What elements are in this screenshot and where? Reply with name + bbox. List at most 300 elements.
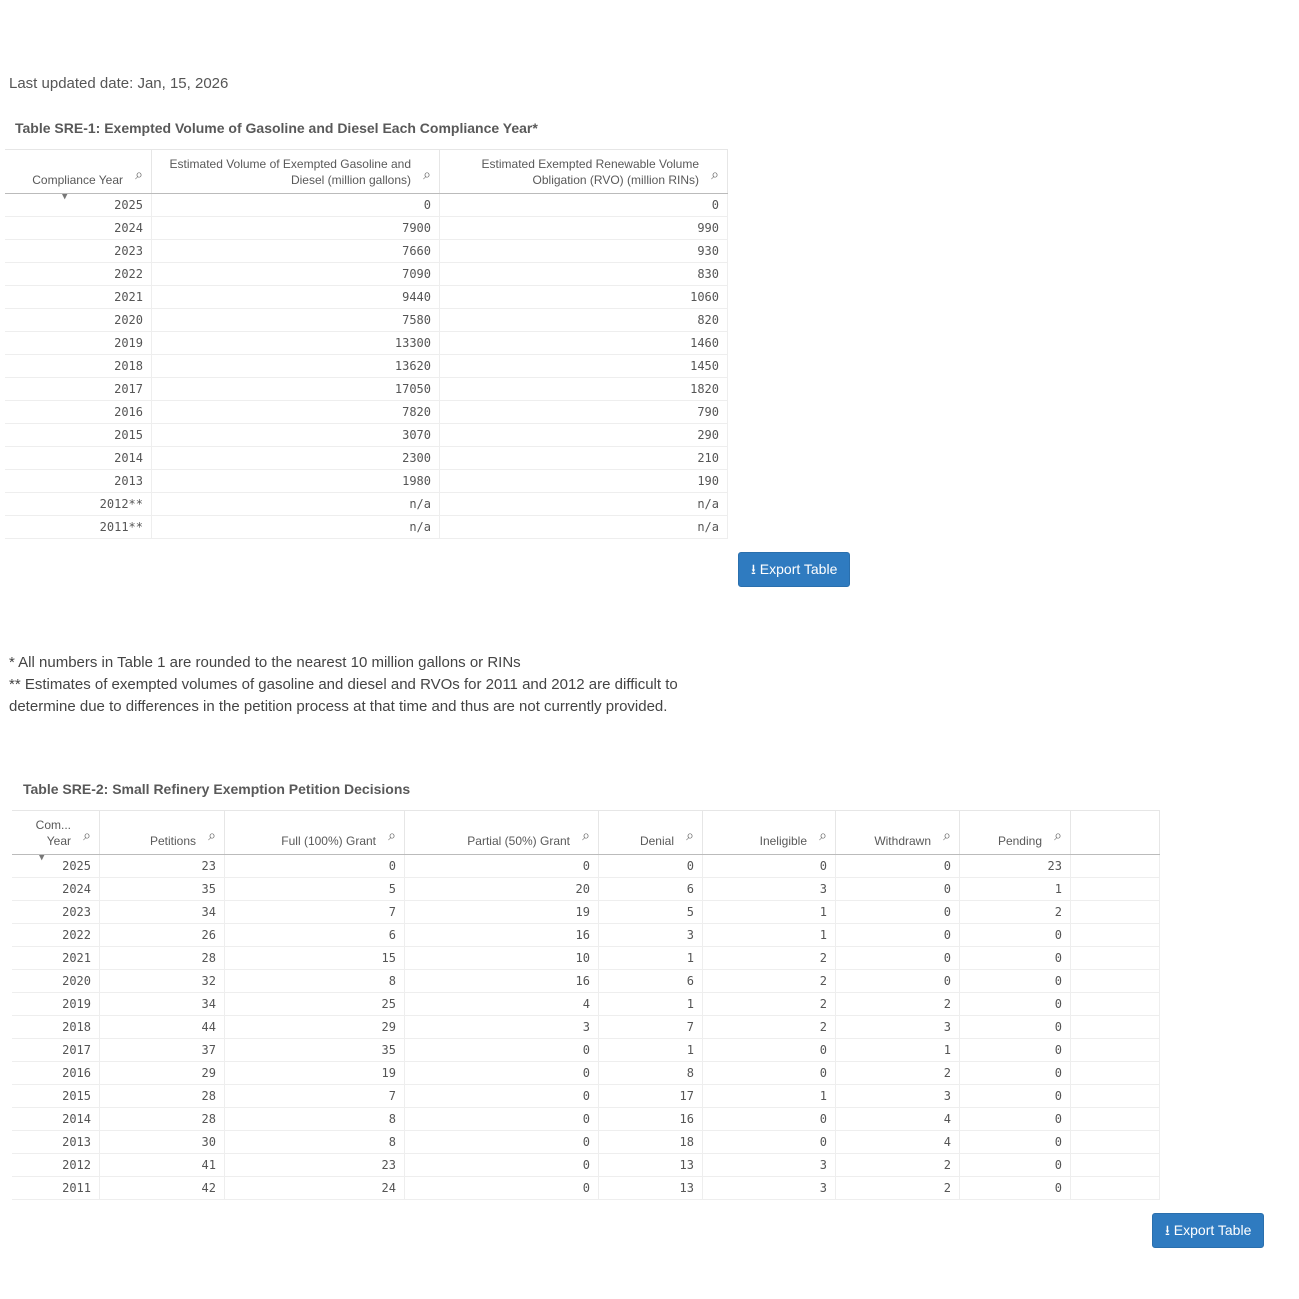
table-cell [152,240,440,263]
table1-title: Table SRE-1: Exempted Volume of Gasoline and Diesel Each Compliance Year* [15,120,538,136]
column-header[interactable] [703,811,836,855]
table-cell [440,355,728,378]
table-cell [100,970,225,993]
cell-value: 0 [582,1089,590,1103]
table-cell [405,1108,599,1131]
cell-value: 7 [388,905,396,919]
table-cell [960,1108,1071,1131]
table-cell [836,878,960,901]
cell-value: 13 [679,1181,694,1195]
cell-value: 2021 [114,290,143,304]
table-row [5,493,728,516]
cell-value: 990 [697,221,719,235]
table-cell [405,924,599,947]
cell-value: 2023 [62,905,91,919]
last-updated-date: Last updated date: Jan, 15, 2026 [9,75,229,92]
table-sre-1 [5,149,728,539]
table-cell [599,1016,703,1039]
table-cell [225,1154,405,1177]
table-row [12,1108,1160,1131]
column-header[interactable] [836,811,960,855]
cell-value: 16 [679,1112,694,1126]
cell-value: 2018 [114,359,143,373]
table-cell [703,1062,836,1085]
column-header[interactable] [440,150,728,194]
cell-value: 2015 [114,428,143,442]
table-cell [599,993,703,1016]
table-row [12,1062,1160,1085]
column-header-label: Compliance Year [32,173,123,187]
table-cell [225,1131,405,1154]
cell-value: 10 [575,951,590,965]
cell-value: 7820 [402,405,431,419]
cell-value: 0 [1054,1043,1062,1057]
cell-value: 0 [582,1112,590,1126]
table-row [12,901,1160,924]
table-row [5,194,728,217]
table-cell [836,947,960,970]
search-icon[interactable]: ⌕ [819,827,827,843]
table-cell [960,1177,1071,1200]
column-header[interactable] [12,811,100,855]
table-cell [440,217,728,240]
table-cell [12,924,100,947]
table-cell [703,924,836,947]
table-cell [599,970,703,993]
table-cell [405,993,599,1016]
search-icon[interactable]: ⌕ [423,166,431,182]
empty-cell [1071,1016,1160,1039]
cell-value: 8 [388,1135,396,1149]
cell-value: 0 [1054,1135,1062,1149]
cell-value: 20 [575,882,590,896]
empty-cell [1071,878,1160,901]
cell-value: 3 [943,1089,951,1103]
table-cell [703,1131,836,1154]
table-cell [12,1016,100,1039]
cell-value: 3 [943,1020,951,1034]
table-cell [836,1085,960,1108]
cell-value: 28 [201,1089,216,1103]
cell-value: 1 [1054,882,1062,896]
table-cell [225,1108,405,1131]
table-cell [599,855,703,878]
cell-value: 0 [423,198,431,212]
cell-value: 0 [582,1043,590,1057]
table-cell [100,1039,225,1062]
cell-value: 2 [819,974,827,988]
cell-value: 0 [582,1158,590,1172]
table-cell [405,1131,599,1154]
table-cell [100,924,225,947]
column-header[interactable] [5,150,152,194]
cell-value: 2 [943,1066,951,1080]
cell-value: 1 [943,1043,951,1057]
table-cell [152,447,440,470]
cell-value: 190 [697,474,719,488]
cell-value: 41 [201,1158,216,1172]
table-cell [152,194,440,217]
cell-value: 16 [575,974,590,988]
empty-cell [1071,1062,1160,1085]
cell-value: 0 [1054,1066,1062,1080]
table-cell [836,993,960,1016]
cell-value: 5 [686,905,694,919]
table-cell [836,1062,960,1085]
search-icon[interactable]: ⌕ [711,166,719,182]
table-cell [5,470,152,493]
cell-value: 2012 [62,1158,91,1172]
cell-value: 2020 [114,313,143,327]
footnote-2: ** Estimates of exempted volumes of gasoline and diesel and RVOs for 2011 and 2012 are difficult to determine due to differences in the petition process at that time and thus are not currently provided. [9,676,678,715]
cell-value: 0 [1054,928,1062,942]
cell-value: 17050 [394,382,431,396]
cell-value: 2022 [114,267,143,281]
table-cell [100,1016,225,1039]
table-cell [100,1062,225,1085]
cell-value: 2 [819,997,827,1011]
cell-value: 2011 [62,1181,91,1195]
cell-value: 1980 [402,474,431,488]
column-header[interactable] [960,811,1071,855]
export-label: Export Table [1173,1222,1252,1238]
table-cell [225,1085,405,1108]
search-icon[interactable]: ⌕ [686,827,694,843]
table-cell [152,516,440,539]
empty-cell [1071,1108,1160,1131]
cell-value: 1 [686,997,694,1011]
cell-value: 0 [582,1135,590,1149]
table-cell [960,1039,1071,1062]
export-table1-button[interactable] [738,552,850,587]
cell-value: 1460 [690,336,719,350]
table-cell [225,947,405,970]
cell-value: 23 [1047,859,1062,873]
cell-value: 2 [819,951,827,965]
table-cell [703,970,836,993]
table-cell [960,947,1071,970]
cell-value: 290 [697,428,719,442]
search-icon[interactable]: ⌕ [135,166,143,182]
cell-value: 0 [943,905,951,919]
cell-value: 7660 [402,244,431,258]
cell-value: 35 [201,882,216,896]
cell-value: 3070 [402,428,431,442]
export-label: Export Table [759,561,838,577]
table-cell [152,286,440,309]
table-cell [5,309,152,332]
column-header[interactable] [152,150,440,194]
cell-value: 2014 [62,1112,91,1126]
table-cell [12,1039,100,1062]
footnote-1: * All numbers in Table 1 are rounded to the nearest 10 million gallons or RINs [9,654,521,671]
table-cell [836,1131,960,1154]
table-cell [12,970,100,993]
cell-value: 0 [943,951,951,965]
column-header[interactable] [225,811,405,855]
cell-value: 0 [1054,1158,1062,1172]
cell-value: 7090 [402,267,431,281]
table2-title: Table SRE-2: Small Refinery Exemption Petition Decisions [23,781,411,797]
export-table2-button[interactable] [1152,1213,1264,1248]
cell-value: 37 [201,1043,216,1057]
cell-value: 6 [686,974,694,988]
empty-cell [1071,855,1160,878]
cell-value: 6 [686,882,694,896]
cell-value: 2 [1054,905,1062,919]
cell-value: 0 [1054,1020,1062,1034]
table-cell [225,924,405,947]
cell-value: 2025 [114,198,143,212]
table-cell [440,470,728,493]
table-cell [225,855,405,878]
table-row [5,470,728,493]
table-row [5,240,728,263]
cell-value: 2 [943,997,951,1011]
table-cell [405,855,599,878]
table-cell [960,1131,1071,1154]
table-cell [440,516,728,539]
table-cell [703,1177,836,1200]
cell-value: 0 [582,1066,590,1080]
cell-value: 2019 [62,997,91,1011]
cell-value: 2020 [62,974,91,988]
table-cell [440,263,728,286]
cell-value: 3 [819,1181,827,1195]
cell-value: 1820 [690,382,719,396]
table-row [12,878,1160,901]
table-cell [836,1108,960,1131]
table-row [12,855,1160,878]
table-cell [703,947,836,970]
cell-value: 2024 [114,221,143,235]
empty-cell [1071,924,1160,947]
cell-value: 13300 [394,336,431,350]
table-cell [960,878,1071,901]
cell-value: 2015 [62,1089,91,1103]
cell-value: 4 [943,1112,951,1126]
cell-value: 5 [388,882,396,896]
table-cell [703,1039,836,1062]
sort-desc-icon[interactable]: ▼ [62,192,68,202]
column-header[interactable] [405,811,599,855]
table-cell [836,901,960,924]
table-cell [440,447,728,470]
cell-value: 3 [819,1158,827,1172]
table-cell [5,332,152,355]
cell-value: 23 [381,1158,396,1172]
table-cell [440,194,728,217]
cell-value: 18 [679,1135,694,1149]
cell-value: 2016 [114,405,143,419]
table-cell [405,901,599,924]
column-header[interactable] [599,811,703,855]
cell-value: 0 [686,859,694,873]
table-row [12,947,1160,970]
cell-value: 0 [943,974,951,988]
cell-value: 2 [943,1181,951,1195]
table-row [12,924,1160,947]
table-cell [405,1039,599,1062]
table-cell [152,378,440,401]
table-row [12,1131,1160,1154]
cell-value: 19 [381,1066,396,1080]
table-cell [100,1085,225,1108]
cell-value: 8 [686,1066,694,1080]
cell-value: 24 [381,1181,396,1195]
search-icon[interactable]: ⌕ [1054,827,1062,843]
cell-value: 2022 [62,928,91,942]
cell-value: 8 [388,974,396,988]
table-cell [405,1154,599,1177]
table-cell [100,1108,225,1131]
cell-value: 0 [943,882,951,896]
cell-value: 2019 [114,336,143,350]
cell-value: 830 [697,267,719,281]
cell-value: 35 [381,1043,396,1057]
table-cell [225,1062,405,1085]
cell-value: 3 [582,1020,590,1034]
table-cell [440,240,728,263]
search-icon[interactable]: ⌕ [943,827,951,843]
table-cell [836,1039,960,1062]
cell-value: 0 [582,1181,590,1195]
cell-value: 0 [1054,1181,1062,1195]
table-cell [405,878,599,901]
table-cell [225,1016,405,1039]
column-header[interactable] [100,811,225,855]
footnotes [9,652,729,718]
cell-value: 2300 [402,451,431,465]
column-header-label: Withdrawn [874,834,931,848]
table-cell [5,355,152,378]
empty-cell [1071,947,1160,970]
table-cell [152,424,440,447]
search-icon[interactable]: ⌕ [83,827,91,843]
table-row [5,309,728,332]
cell-value: 44 [201,1020,216,1034]
cell-value: 3 [819,882,827,896]
table-sre-2 [12,810,1160,1200]
table-cell [599,878,703,901]
download-icon: ⭳ [751,561,756,577]
table-cell [225,970,405,993]
empty-cell [1071,901,1160,924]
cell-value: 2012** [99,497,143,511]
sort-desc-icon[interactable]: ▼ [39,853,45,863]
table-cell [703,1085,836,1108]
cell-value: 1 [686,951,694,965]
table-cell [440,332,728,355]
cell-value: 0 [1054,997,1062,1011]
table-cell [100,1177,225,1200]
table-cell [5,447,152,470]
cell-value: 0 [1054,974,1062,988]
empty-cell [1071,1177,1160,1200]
search-icon[interactable]: ⌕ [208,827,216,843]
column-header-label: Denial [639,834,674,848]
cell-value: 0 [943,859,951,873]
table-cell [440,424,728,447]
table-cell [12,1085,100,1108]
cell-value: 2013 [114,474,143,488]
table-cell [960,901,1071,924]
table-cell [12,993,100,1016]
cell-value: 1060 [690,290,719,304]
column-header-label: Estimated Exempted Renewable Volume Obligation (RVO) (million RINs) [481,157,699,187]
table-cell [599,924,703,947]
cell-value: 13 [679,1158,694,1172]
cell-value: 0 [388,859,396,873]
table-cell [12,878,100,901]
cell-value: 9440 [402,290,431,304]
cell-value: 2024 [62,882,91,896]
cell-value: 1450 [690,359,719,373]
cell-value: 3 [686,928,694,942]
table-row [12,1039,1160,1062]
cell-value: 7900 [402,221,431,235]
table-cell [960,993,1071,1016]
cell-value: 28 [201,1112,216,1126]
table-cell [440,309,728,332]
table-cell [5,217,152,240]
table-cell [599,1085,703,1108]
table-cell [5,493,152,516]
table-row [5,355,728,378]
table-cell [5,378,152,401]
empty-cell [1071,1085,1160,1108]
cell-value: 0 [819,1066,827,1080]
table-cell [703,993,836,1016]
table-cell [5,240,152,263]
table-cell [405,1016,599,1039]
cell-value: 2013 [62,1135,91,1149]
table-row [5,447,728,470]
table-cell [100,1131,225,1154]
table-cell [12,1062,100,1085]
cell-value: 2 [819,1020,827,1034]
cell-value: 6 [388,928,396,942]
table-cell [100,947,225,970]
table-cell [5,424,152,447]
table-row [5,217,728,240]
download-icon: ⭳ [1165,1222,1170,1238]
cell-value: 2011** [99,520,143,534]
cell-value: 7580 [402,313,431,327]
table-row [5,263,728,286]
cell-value: 0 [582,859,590,873]
table-cell [12,1131,100,1154]
table-cell [836,1177,960,1200]
cell-value: 29 [381,1020,396,1034]
table-cell [599,901,703,924]
column-header-label: Pending [997,834,1042,848]
cell-value: 23 [201,859,216,873]
search-icon[interactable]: ⌕ [582,827,590,843]
search-icon[interactable]: ⌕ [388,827,396,843]
table-cell [12,947,100,970]
cell-value: 2 [943,1158,951,1172]
table-cell [836,855,960,878]
table-row [12,1177,1160,1200]
cell-value: 0 [1054,1089,1062,1103]
column-header-label: Ineligible [759,834,807,848]
cell-value: 2023 [114,244,143,258]
table-row [5,516,728,539]
table-cell [599,1108,703,1131]
cell-value: 42 [201,1181,216,1195]
table-cell [225,1039,405,1062]
